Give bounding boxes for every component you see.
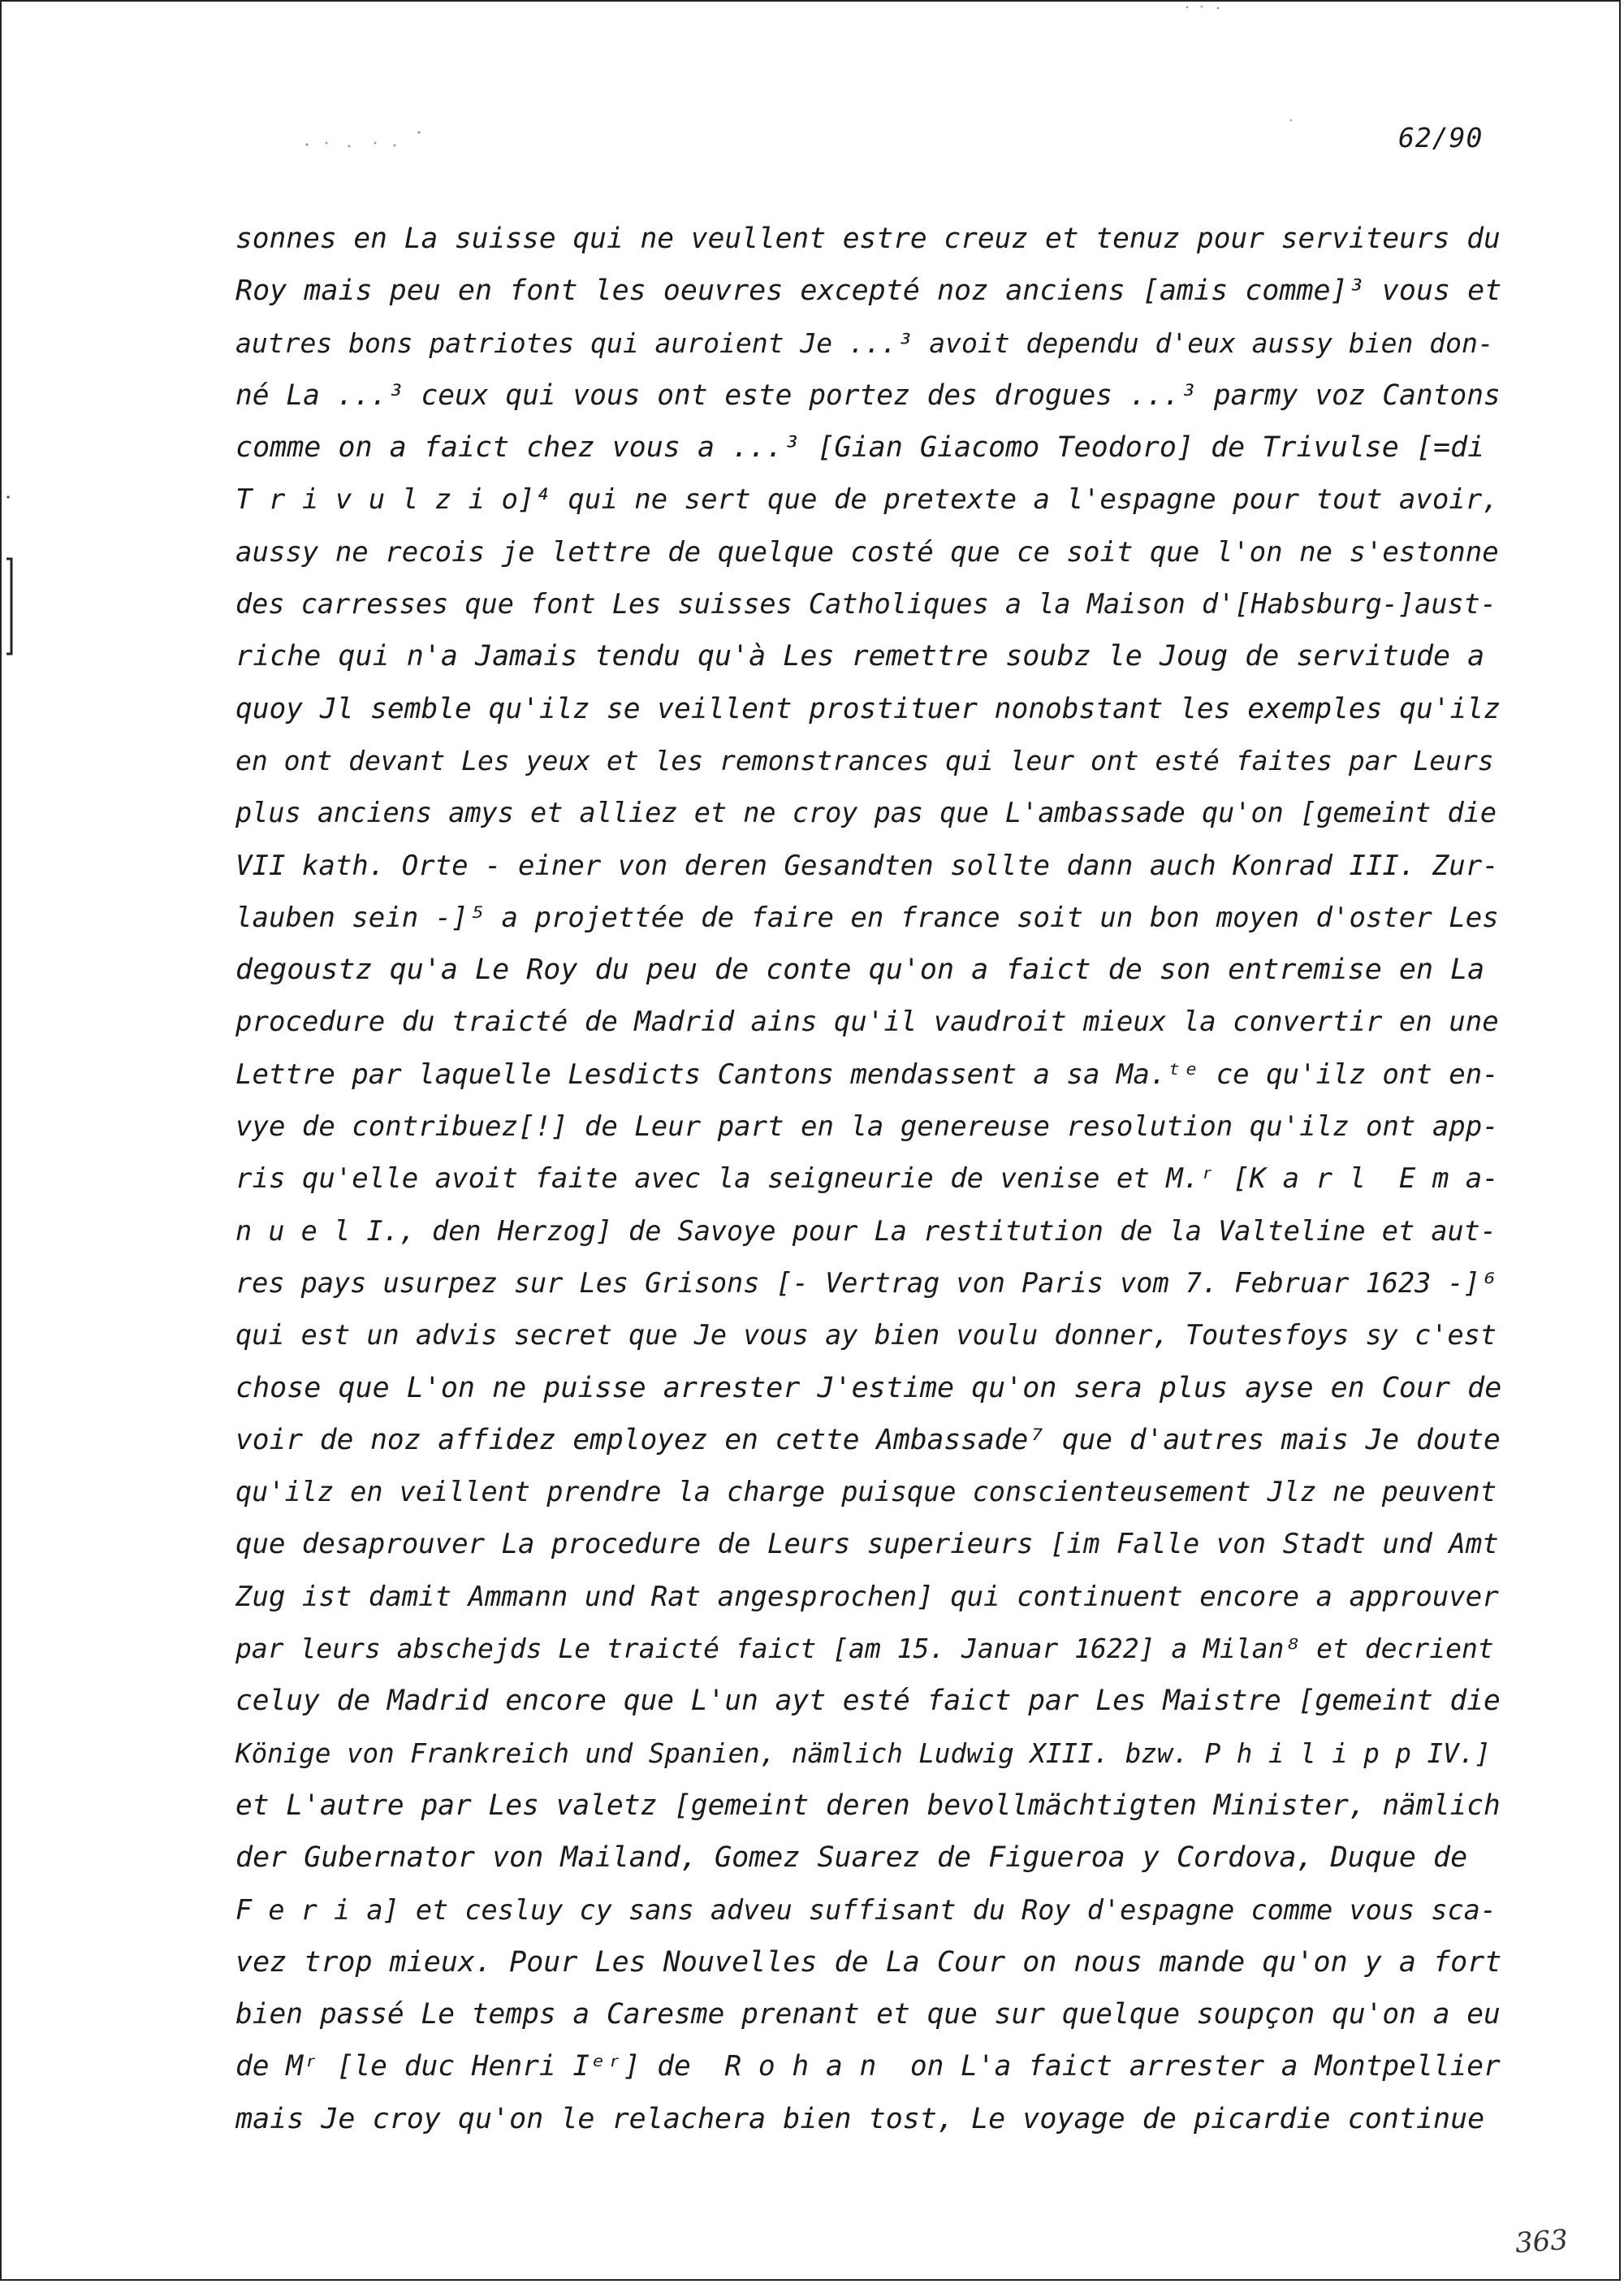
text-line: né La ...³ ceux qui vous ont este portez des drogues ...³ parmy voz Cantons — [235, 379, 1501, 412]
text-line: plus anciens amys et alliez et ne croy pas que L'ambassade qu'on [gemeint die — [235, 797, 1497, 829]
text-line: et L'autre par Les valetz [gemeint deren bevollmächtigten Minister, nämlich — [235, 1789, 1501, 1822]
text-line: n u e l I., den Herzog] de Savoye pour La restitution de la Valteline et aut- — [235, 1214, 1497, 1247]
page-number: 62/90 — [1398, 122, 1484, 154]
text-line: procedure du traicté de Madrid ains qu'il vaudroit mieux la convertir en une — [235, 1006, 1499, 1039]
text-line: Lettre par laquelle Lesdicts Cantons mendassent a sa Ma.ᵗᵉ ce qu'ilz ont en- — [235, 1058, 1499, 1091]
text-line: aussy ne recois je lettre de quelque costé que ce soit que l'on ne s'estonne — [235, 535, 1499, 569]
text-line: vez trop mieux. Pour Les Nouvelles de La Cour on nous mande qu'on y a fort — [235, 1945, 1502, 1979]
text-line: degoustz qu'a Le Roy du peu de conte qu'on a faict de son entremise en La — [235, 954, 1485, 987]
handwritten-folio-note: 363 — [1514, 2223, 1570, 2260]
text-line: en ont devant Les yeux et les remonstrances qui leur ont esté faites par Leurs — [235, 744, 1494, 776]
text-line: par leurs abschejds Le traicté faict [am 15. Januar 1622] a Milan⁸ et decrient — [235, 1633, 1494, 1665]
text-line: comme on a faict chez vous a ...³ [Gian Giacomo Teodoro] de Trivulse [=di — [235, 431, 1485, 465]
text-line: autres bons patriotes qui auroient Je ...³ avoit dependu d'eux aussy bien don- — [235, 327, 1494, 359]
text-line: vye de contribuez[!] de Leur part en la genereuse resolution qu'ilz ont app- — [235, 1110, 1499, 1144]
text-line: F e r i a] et cesluy cy sans adveu suffisant du Roy d'espagne comme vous sca- — [235, 1893, 1497, 1926]
text-line: riche qui n'a Jamais tendu qu'à Les remettre soubz le Joug de servitude a — [235, 640, 1485, 673]
text-line: Könige von Frankreich und Spanien, nämlich Ludwig XIII. bzw. P h i l i p p IV.] — [235, 1737, 1491, 1769]
text-line: chose que L'on ne puisse arrester J'estime qu'on sera plus ayse en Cour de — [235, 1371, 1502, 1404]
margin-bracket-icon — [6, 559, 11, 654]
text-line: qui est un advis secret que Je vous ay bien voulu donner, Toutesfoys sy c'est — [235, 1319, 1497, 1352]
text-line: quoy Jl semble qu'ilz se veillent prostituer nonobstant les exemples qu'ilz — [235, 692, 1501, 725]
text-line: der Gubernator von Mailand, Gomez Suarez de Figueroa y Cordova, Duque de — [235, 1841, 1468, 1875]
text-line: sonnes en La suisse qui ne veullent estre creuz et tenuz pour serviteurs du — [235, 223, 1501, 255]
text-line: ris qu'elle avoit faite avec la seigneurie de venise et M.ʳ [K a r l E m a- — [235, 1162, 1499, 1196]
text-line: Roy mais peu en font les oeuvres excepté noz anciens [amis comme]³ vous et — [235, 275, 1502, 308]
text-line: qu'ilz en veillent prendre la charge puisque conscienteusement Jlz ne peuvent — [235, 1476, 1497, 1508]
text-line: voir de noz affidez employez en cette Ambassade⁷ que d'autres mais Je doute — [235, 1423, 1501, 1456]
text-line: Zug ist damit Ammann und Rat angesprochen] qui continuent encore a approuver — [235, 1580, 1499, 1613]
document-body — [235, 213, 1502, 2145]
text-line: T r i v u l z i o]⁴ qui ne sert que de pretexte a l'espagne pour tout avoir, — [235, 483, 1499, 517]
text-line: res pays usurpez sur Les Grisons [- Vertrag von Paris vom 7. Februar 1623 -]⁶ — [235, 1266, 1497, 1299]
text-line: des carresses que font Les suisses Catholiques a la Maison d'[Habsburg-]aust- — [235, 588, 1497, 621]
text-line: mais Je croy qu'on le relachera bien tost, Le voyage de picardie continue — [235, 2102, 1485, 2135]
text-line: celuy de Madrid encore que L'un ayt esté faict par Les Maistre [gemeint die — [235, 1685, 1501, 1718]
text-line: lauben sein -]⁵ a projettée de faire en france soit un bon moyen d'oster Les — [235, 901, 1499, 934]
text-line: que desaprouver La procedure de Leurs superieurs [im Falle von Stadt und Amt — [235, 1528, 1499, 1561]
text-line: VII kath. Orte - einer von deren Gesandten sollte dann auch Konrad III. Zur- — [235, 849, 1499, 882]
text-line: de Mʳ [le duc Henri Iᵉʳ] de R o h a n on L'a faict arrester a Montpellier — [235, 2050, 1501, 2083]
text-line: bien passé Le temps a Caresme prenant et que sur quelque soupçon qu'on a eu — [235, 1998, 1501, 2031]
